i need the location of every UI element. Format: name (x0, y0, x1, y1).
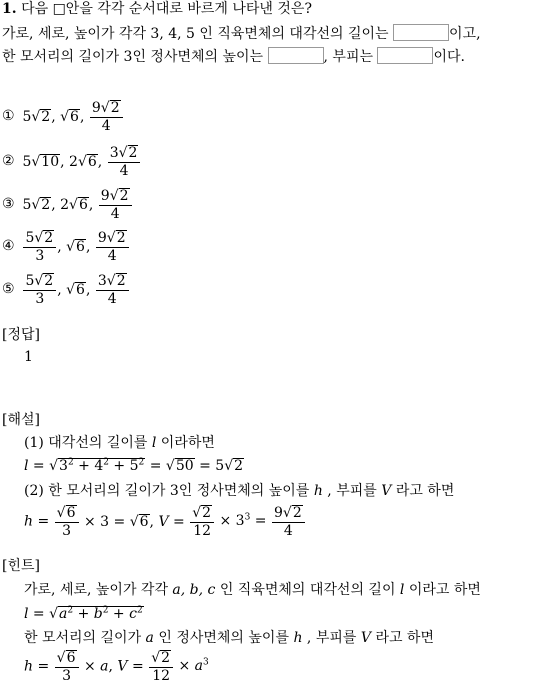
solution-step-2: (2) 한 모서리의 길이가 3인 정사면체의 높이를 h , 부피를 V 라고 하면 (24, 483, 455, 499)
hint-line-1: 가로, 세로, 높이가 각각 a, b, c 인 직육면체의 대각선의 길이 l 이라고 하면 (24, 582, 481, 598)
problem-number: 1. (2, 1, 17, 17)
choice-2[interactable]: ② 5√10, 2√6, $\frac{3√2}{4}$ (2, 145, 141, 178)
radicand: 2 (41, 108, 51, 125)
problem-line-2-text: 한 모서리의 길이가 3인 정사면체의 높이는 (2, 49, 264, 65)
answer-value: 1 (24, 349, 33, 365)
fraction: $\frac{3√2}{4}$ (108, 145, 141, 178)
problem-prompt: 다음 □안을 각각 순서대로 바르게 나타낸 것은? (21, 1, 312, 17)
problem-line-1-end: 이고, (449, 26, 481, 42)
hint-label: [힌트] (2, 558, 40, 574)
radicand: 6 (70, 108, 79, 125)
fraction: $\frac{9√2}{4}$ (99, 188, 132, 221)
fraction: $\frac{3√2}{4}$ (96, 273, 129, 306)
choice-mark: ① (2, 108, 15, 125)
problem-prompt-line (2, 2, 312, 16)
choice-mark: ⑤ (2, 281, 15, 298)
solution-label: [해설] (2, 412, 40, 428)
hint-line-3: 한 모서리의 길이가 a 인 정사면체의 높이를 h , 부피를 V 라고 하면 (24, 630, 434, 646)
choice-1[interactable]: ① 5√2, √6, $\frac{9√2}{4}$ (2, 100, 124, 133)
problem-line-1 (2, 24, 481, 41)
choice-mark: ③ (2, 196, 15, 213)
choice-3[interactable]: ③ 5√2, 2√6, $\frac{9√2}{4}$ (2, 188, 133, 221)
hint-equation-2: h = $\frac{√6}{3}$ × a, V = $\frac{√2}{12}$ × $a^3$ (24, 650, 209, 684)
choice-5[interactable]: ⑤ $\frac{5√2}{3}$ , √6, $\frac{3√2}{4}$ (2, 273, 130, 306)
answer-label: [정답] (2, 327, 40, 343)
fraction: $\frac{9√2}{4}$ (96, 230, 129, 263)
choice-mark: ② (2, 153, 15, 170)
solution-step-1: (1) 대각선의 길이를 l 이라하면 (24, 435, 215, 451)
answer-blank-2 (268, 47, 324, 64)
fraction: $\frac{5√2}{3}$ (23, 273, 56, 306)
answer-blank-3 (377, 47, 433, 64)
hint-equation-1: $l = √a^2 + b^2 + c^2$ (24, 605, 143, 622)
problem-line-2-end: 이다. (433, 49, 465, 65)
answer-blank-1 (393, 24, 449, 41)
problem-line-2 (2, 47, 465, 64)
choice-4[interactable]: ④ $\frac{5√2}{3}$ , √6, $\frac{9√2}{4}$ (2, 230, 130, 263)
choice-mark: ④ (2, 238, 15, 255)
problem-line-2-mid: , 부피는 (323, 49, 374, 65)
fraction: $\frac{5√2}{3}$ (23, 230, 56, 263)
solution-equation-1: $l = √3^2 + 4^2 + 5^2 = √50 = 5√2$ (24, 457, 244, 474)
choice-value: 5 (22, 108, 32, 125)
problem-line-1-text: 가로, 세로, 높이가 각각 3, 4, 5 인 직육면체의 대각선의 길이는 (2, 26, 389, 42)
solution-equation-2: h = $\frac{√6}{3}$ × 3 = √6, V = $\frac{√2}{12}$ × $3^3$ = $\frac{9√2}{4}$ (24, 505, 306, 538)
fraction: $\frac{9√2}{4}$ (90, 100, 123, 133)
